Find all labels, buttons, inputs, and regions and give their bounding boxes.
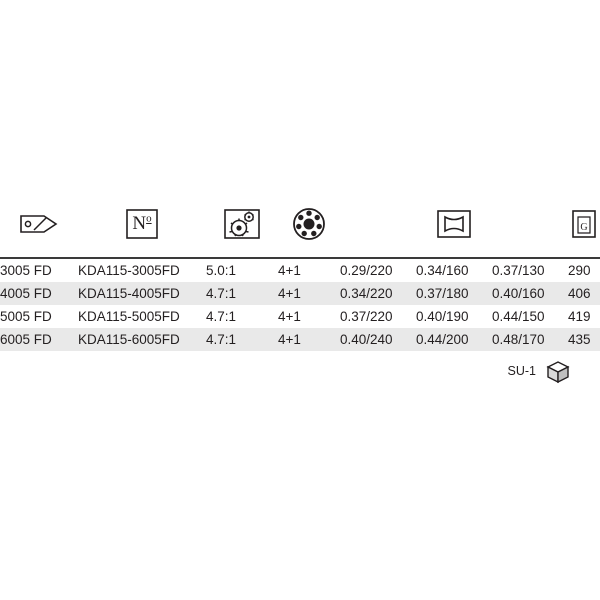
cell-capacity-3: 0.44/150 xyxy=(492,309,545,324)
cell-capacity-2: 0.37/180 xyxy=(416,282,492,305)
table-row xyxy=(0,328,600,351)
cell-weight: 435 xyxy=(568,328,600,351)
number-symbol: $N^o$ xyxy=(132,212,152,235)
specifications-table xyxy=(0,195,600,351)
cell-model: 3005 FD xyxy=(0,263,52,278)
cell-ratio: 4.7:1 xyxy=(206,328,278,351)
cell-capacity-3: 0.37/130 xyxy=(492,263,545,278)
tag-label-icon xyxy=(0,202,78,246)
cell-capacity-1: 0.37/220 xyxy=(340,309,393,324)
table-row xyxy=(0,305,600,328)
cell-model: 6005 FD xyxy=(0,328,78,351)
header-weight xyxy=(568,195,600,258)
cell-capacity-2: 0.44/200 xyxy=(416,328,492,351)
header-code xyxy=(78,195,206,258)
cell-capacity-2: 0.34/160 xyxy=(416,263,469,278)
packaging-note xyxy=(508,358,572,384)
cell-capacity-1: 0.29/220 xyxy=(340,263,393,278)
cell-bearings: 4+1 xyxy=(278,328,340,351)
header-gear-ratio xyxy=(206,195,278,258)
cell-weight: 406 xyxy=(568,282,600,305)
cell-code: KDA115-5005FD xyxy=(78,309,180,324)
cell-ratio: 5.0:1 xyxy=(206,263,237,278)
cell-model: 5005 FD xyxy=(0,309,52,324)
header-bearings xyxy=(278,195,340,258)
header-model xyxy=(0,195,78,258)
weight-box-icon xyxy=(568,202,600,246)
cell-bearings: 4+1 xyxy=(278,263,301,278)
number-sign-icon xyxy=(78,202,206,246)
cell-capacity-2: 0.40/190 xyxy=(416,309,469,324)
cell-code: KDA115-6005FD xyxy=(78,328,206,351)
cell-weight: 290 xyxy=(568,263,591,278)
cell-code: KDA115-3005FD xyxy=(78,263,180,278)
packaging-label: SU-1 xyxy=(507,364,536,378)
ball-bearing-icon xyxy=(278,202,340,246)
cell-capacity-3: 0.40/160 xyxy=(492,282,568,305)
cell-ratio: 4.7:1 xyxy=(206,282,278,305)
cell-ratio: 4.7:1 xyxy=(206,309,237,324)
header-line-capacity xyxy=(340,195,568,258)
table-row xyxy=(0,258,600,282)
svg-text:G: G xyxy=(580,222,588,233)
package-box-icon xyxy=(544,358,572,384)
cell-capacity-1: 0.40/240 xyxy=(340,328,416,351)
table-row xyxy=(0,282,600,305)
cell-bearings: 4+1 xyxy=(278,282,340,305)
cell-capacity-3: 0.48/170 xyxy=(492,328,568,351)
cell-weight: 419 xyxy=(568,309,591,324)
table-header-row xyxy=(0,195,600,258)
gear-ratio-icon xyxy=(206,202,278,246)
line-capacity-spool-icon xyxy=(340,202,568,246)
cell-model: 4005 FD xyxy=(0,282,78,305)
cell-code: KDA115-4005FD xyxy=(78,282,206,305)
cell-bearings: 4+1 xyxy=(278,309,301,324)
cell-capacity-1: 0.34/220 xyxy=(340,282,416,305)
